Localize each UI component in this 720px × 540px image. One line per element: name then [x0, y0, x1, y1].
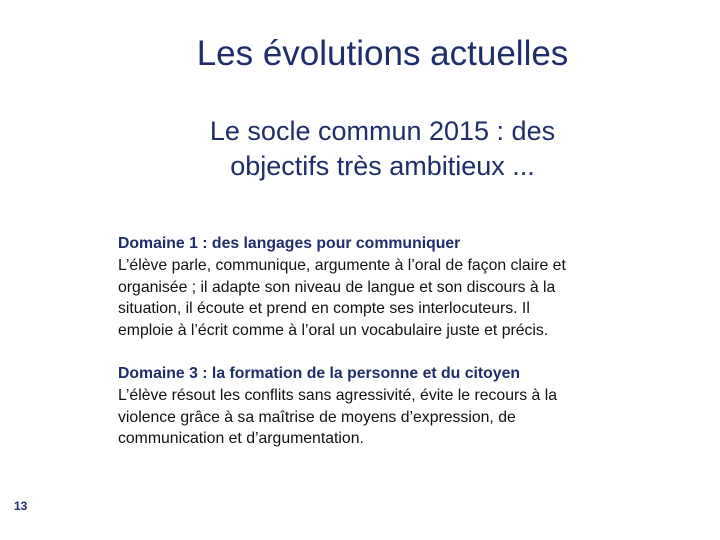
page-number: 13 [14, 499, 28, 513]
domain-1-text-line: situation, il écoute et prend en compte ses interlocuteurs. Il [118, 300, 530, 318]
domain-1-text-line: organisée ; il adapte son niveau de langue et son discours à la [118, 278, 556, 296]
slide-subtitle [160, 114, 605, 184]
domain-3-block [118, 363, 648, 450]
subtitle-line: Le socle commun 2015 : des [209, 116, 556, 146]
domain-3-heading: Domaine 3 : la formation de la personne et du citoyen [118, 365, 521, 382]
domain-3-text-line: violence grâce à sa maîtrise de moyens d’expression, de [118, 408, 516, 426]
domain-1-text-line: L’élève parle, communique, argumente à l’oral de façon claire et [118, 256, 566, 274]
slide-title: Les évolutions actuelles [196, 34, 569, 73]
domain-1-text-line: emploie à l’écrit comme à l’oral un vocabulaire juste et précis. [118, 322, 549, 340]
domain-3-text-line: L’élève résout les conflits sans agressivité, évite le recours à la [118, 386, 558, 404]
domain-3-text-line: communication et d’argumentation. [118, 430, 364, 448]
subtitle-line: objectifs très ambitieux ... [230, 151, 535, 181]
domain-1-heading: Domaine 1 : des langages pour communiquer [118, 235, 461, 252]
domain-1-block [118, 233, 648, 342]
